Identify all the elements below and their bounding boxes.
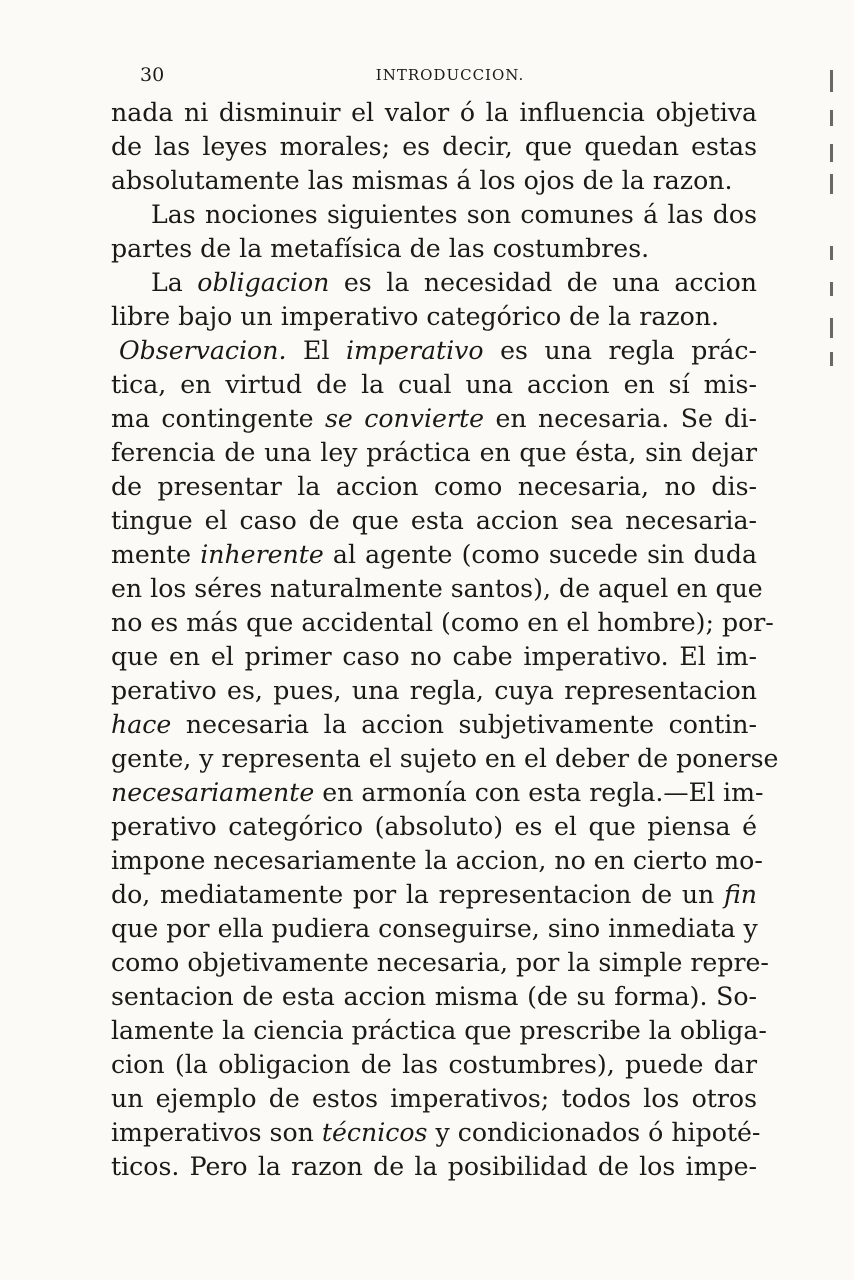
text-line [111,912,757,946]
text-line [111,1048,757,1082]
text-segment: ma contingente [111,404,325,433]
text-segment: necesaria la accion subjetivamente contin- [171,710,757,739]
text-segment: en armonía con esta regla.—El im- [314,778,764,807]
text-segment: ferencia de una ley práctica en que ésta, sin dejar [111,438,757,467]
text-segment: ticos. Pero la razon de la posibilidad de los impe- [111,1152,757,1181]
text-line [111,538,757,572]
text-line [111,980,757,1014]
text-line [111,674,757,708]
text-segment: tingue el caso de que esta accion sea necesaria- [111,506,757,535]
text-line [111,198,757,232]
italic-term: inherente [200,540,324,569]
page-header [140,64,720,88]
text-segment: y condicionados ó hipoté- [427,1118,761,1147]
text-line [111,776,764,810]
text-line [111,1150,757,1184]
margin-bleed-marks [830,70,844,400]
text-segment: de las leyes morales; es decir, que quedan estas [111,132,757,161]
text-segment: impone necesariamente la accion, no en cierto mo- [111,846,763,875]
text-segment: que en el primer caso no cabe imperativo. El im- [111,642,757,671]
text-line [111,96,757,130]
text-segment: libre bajo un imperativo categórico de la razon. [111,302,720,331]
text-segment: La [151,268,198,297]
italic-term: obligacion [197,268,330,297]
page-number: 30 [140,64,165,86]
text-line [111,1082,757,1116]
text-segment: Las nociones siguientes son comunes á las dos [151,200,757,229]
text-line [111,368,757,402]
text-line [111,266,757,300]
text-segment: es una regla prác- [483,336,757,365]
text-line [111,878,757,912]
running-head: INTRODUCCION. [375,66,525,84]
italic-term: Observacion. [119,336,287,365]
text-segment: partes de la metafísica de las costumbres. [111,234,650,263]
text-segment: perativo categórico (absoluto) es el que piensa é [111,812,757,841]
text-segment: gente, y representa el sujeto en el deber de ponerse [111,744,779,773]
text-line [111,164,757,198]
text-segment: un ejemplo de estos imperativos; todos los otros [111,1084,757,1113]
italic-term: técnicos [321,1118,428,1147]
text-line [111,436,757,470]
text-line [111,844,763,878]
text-segment: cion (la obligacion de las costumbres), puede dar [111,1050,757,1079]
text-line [111,334,757,368]
text-segment: nada ni disminuir el valor ó la influencia objetiva [111,98,757,127]
text-line [111,742,779,776]
text-line [111,402,757,436]
text-line [111,1116,761,1150]
italic-term: imperativo [345,336,484,365]
italic-term: hace [111,710,172,739]
text-line [111,946,769,980]
text-line [111,606,774,640]
italic-term: necesariamente [111,778,315,807]
text-segment: do, mediatamente por la representacion de un [111,880,724,909]
text-segment: es la necesidad de una accion [329,268,757,297]
text-line [111,708,757,742]
text-line [111,130,757,164]
text-line [111,232,757,266]
text-segment: en los séres naturalmente santos), de aquel en que [111,574,763,603]
text-segment: como objetivamente necesaria, por la simple repre- [111,948,769,977]
text-segment: absolutamente las mismas á los ojos de la razon. [111,166,733,195]
text-segment: perativo es, pues, una regla, cuya representacion [111,676,757,705]
text-segment: tica, en virtud de la cual una accion en sí mis- [111,370,757,399]
text-line [111,810,757,844]
text-line [111,640,757,674]
text-line [111,470,757,504]
text-segment: de presentar la accion como necesaria, no dis- [111,472,757,501]
text-segment: lamente la ciencia práctica que prescribe la obliga- [111,1016,767,1045]
body-text [111,96,779,1184]
text-segment: El [286,336,346,365]
text-line [111,1014,767,1048]
text-segment: imperativos son [111,1118,322,1147]
text-line [111,300,757,334]
text-segment: en necesaria. Se di- [484,404,757,433]
italic-term: se convierte [324,404,485,433]
text-segment: mente [111,540,201,569]
text-line [111,504,757,538]
text-line [111,572,763,606]
text-segment: sentacion de esta accion misma (de su forma). So- [111,982,757,1011]
text-segment: al agente (como sucede sin duda [323,540,758,569]
italic-term: fin [723,880,757,909]
text-segment: que por ella pudiera conseguirse, sino inmediata y [111,914,758,943]
text-segment: no es más que accidental (como en el hombre); por- [111,608,774,637]
